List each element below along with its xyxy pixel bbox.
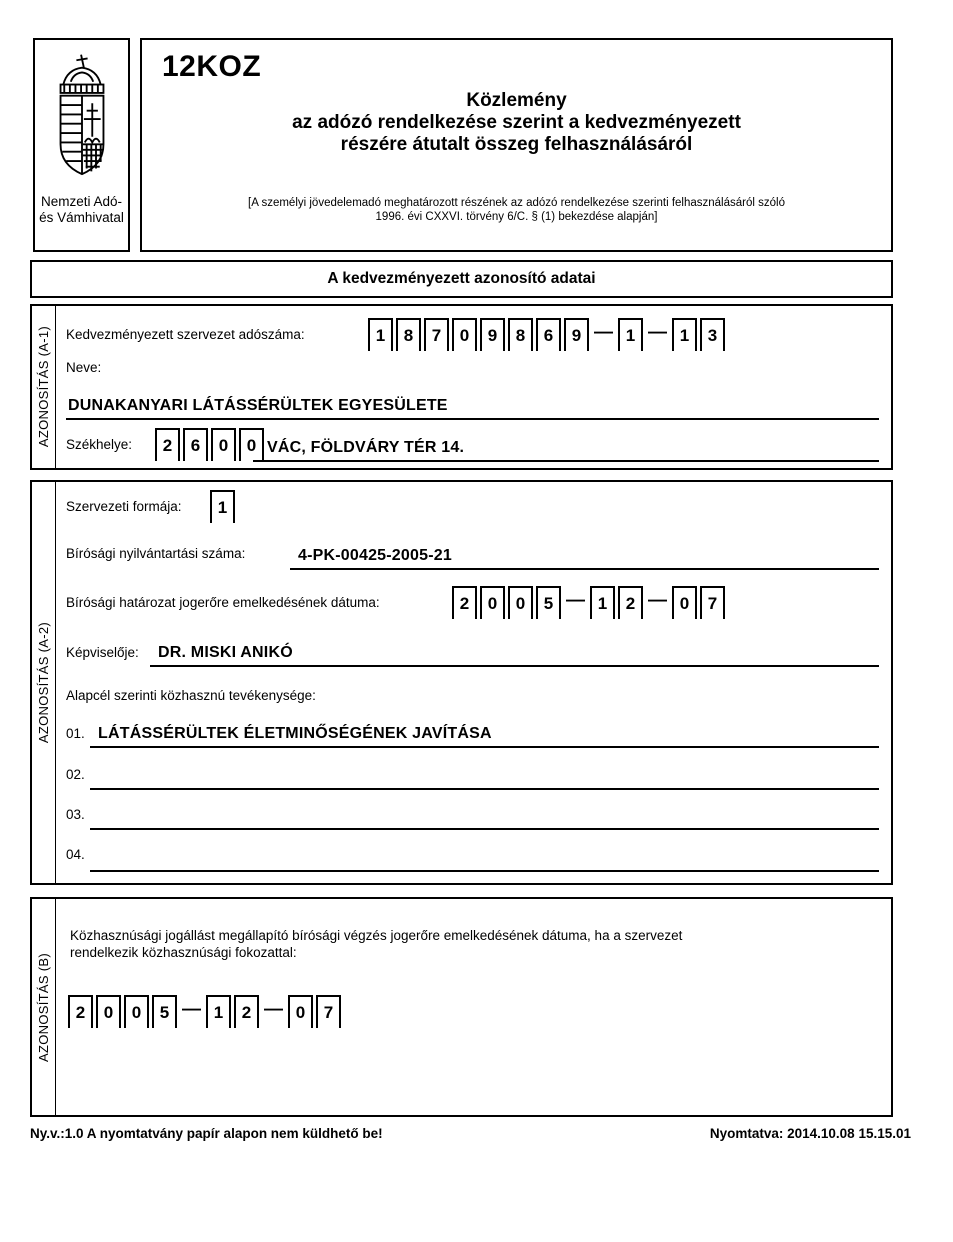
digit-cell: 1: [672, 318, 697, 351]
form-title: Közlemény az adózó rendelkezése szerint a kedvezményezett részére átutalt összeg felhasználásáról: [292, 90, 741, 155]
hungarian-coat-of-arms-icon: [40, 50, 124, 190]
digit-cell: 0: [452, 318, 477, 351]
activity-04-number: 04.: [66, 847, 85, 862]
form-title-box: [140, 38, 893, 252]
activity-01-value: LÁTÁSSÉRÜLTEK ÉLETMINŐSÉGÉNEK JAVÍTÁSA: [98, 725, 492, 742]
tax-number-field[interactable]: [368, 318, 728, 351]
seat-address-value: VÁC, FÖLDVÁRY TÉR 14.: [267, 439, 465, 456]
activity-01-field[interactable]: [90, 720, 879, 748]
digit-cell: 8: [508, 318, 533, 351]
activity-02-number: 02.: [66, 767, 85, 782]
section-a1-side-column: [32, 306, 56, 468]
digit-cell: 0: [96, 995, 121, 1028]
representative-label: Képviselője:: [66, 645, 139, 660]
digit-cell: 0: [288, 995, 313, 1028]
digit-cell: 1: [618, 318, 643, 351]
group-separator: —: [648, 590, 667, 611]
group-separator: —: [264, 999, 283, 1020]
digit-cell: 9: [564, 318, 589, 351]
digit-cell: 0: [672, 586, 697, 619]
section-b: [30, 897, 893, 1117]
section-a1-label: AZONOSÍTÁS (A-1): [36, 326, 51, 448]
seat-address-field[interactable]: [253, 428, 879, 462]
section-header: [30, 260, 893, 298]
activity-label: Alapcél szerinti közhasznú tevékenysége:: [66, 688, 316, 703]
section-header-title: A kedvezményezett azonosító adatai: [327, 270, 596, 287]
digit-cell: 8: [396, 318, 421, 351]
ruling-date-label: Bírósági határozat jogerőre emelkedésének dátuma:: [66, 595, 380, 610]
digit-cell: 1: [590, 586, 615, 619]
activity-04-field[interactable]: [90, 844, 879, 872]
activity-04-value: [90, 867, 98, 870]
activity-03-number: 03.: [66, 807, 85, 822]
registry-number-field[interactable]: [290, 540, 879, 570]
org-form-field[interactable]: [210, 490, 238, 523]
b-date-field[interactable]: [68, 995, 344, 1028]
section-a2-label: AZONOSÍTÁS (A-2): [36, 621, 51, 744]
digit-cell: 0: [480, 586, 505, 619]
seat-zip-field[interactable]: [155, 428, 267, 461]
digit-cell: 9: [480, 318, 505, 351]
agency-name: Nemzeti Adó- és Vámhivatal: [39, 194, 124, 225]
tax-number-label: Kedvezményezett szervezet adószáma:: [66, 327, 305, 342]
activity-01-number: 01.: [66, 726, 85, 741]
representative-field[interactable]: [150, 637, 879, 667]
digit-cell: 0: [508, 586, 533, 619]
registry-number-label: Bírósági nyilvántartási száma:: [66, 546, 246, 561]
ruling-date-field[interactable]: [452, 586, 728, 619]
registry-number-value: 4-PK-00425-2005-21: [298, 547, 452, 564]
digit-cell: 1: [368, 318, 393, 351]
agency-logo-box: [33, 38, 130, 252]
section-a2: [30, 480, 893, 885]
group-separator: —: [648, 322, 667, 343]
digit-cell: 1: [210, 490, 235, 523]
group-separator: —: [594, 322, 613, 343]
group-separator: —: [566, 590, 585, 611]
representative-value: DR. MISKI ANIKÓ: [158, 644, 293, 661]
digit-cell: 0: [239, 428, 264, 461]
section-a1: [30, 304, 893, 470]
activity-03-field[interactable]: [90, 802, 879, 830]
footer-printed-timestamp: Nyomtatva: 2014.10.08 15.15.01: [709, 1126, 911, 1141]
section-b-label: AZONOSÍTÁS (B): [36, 952, 51, 1062]
name-value: DUNAKANYARI LÁTÁSSÉRÜLTEK EGYESÜLETE: [68, 397, 448, 414]
digit-cell: 0: [211, 428, 236, 461]
org-form-label: Szervezeti formája:: [66, 499, 182, 514]
digit-cell: 7: [316, 995, 341, 1028]
activity-02-value: [90, 785, 98, 788]
digit-cell: 6: [183, 428, 208, 461]
activity-03-value: [90, 825, 98, 828]
name-field[interactable]: [66, 390, 879, 420]
b-date-label: Közhasznúsági jogállást megállapító bírósági végzés jogerőre emelkedésének dátuma, ha a szervezet rendelkezik közhasznúsági fokozattal:: [70, 928, 683, 960]
digit-cell: 6: [536, 318, 561, 351]
digit-cell: 1: [206, 995, 231, 1028]
digit-cell: 2: [452, 586, 477, 619]
digit-cell: 2: [234, 995, 259, 1028]
section-b-side-column: [32, 899, 56, 1115]
legal-reference: [A személyi jövedelemadó meghatározott részének az adózó rendelkezése szerinti felhasználásáról szóló 1996. évi CXXVI. törvény 6/C. § (1) bekezdése alapján]: [248, 197, 785, 223]
digit-cell: 2: [155, 428, 180, 461]
digit-cell: 0: [124, 995, 149, 1028]
seat-label: Székhelye:: [66, 437, 133, 452]
footer-version-note: Ny.v.:1.0 A nyomtatvány papír alapon nem küldhető be!: [30, 1126, 383, 1141]
group-separator: —: [182, 999, 201, 1020]
section-a2-side-column: [32, 482, 56, 883]
digit-cell: 2: [68, 995, 93, 1028]
digit-cell: 2: [618, 586, 643, 619]
digit-cell: 7: [700, 586, 725, 619]
page-footer: [30, 1126, 911, 1141]
digit-cell: 5: [536, 586, 561, 619]
form-code: 12KOZ: [162, 50, 262, 83]
name-label: Neve:: [66, 360, 102, 375]
digit-cell: 7: [424, 318, 449, 351]
digit-cell: 3: [700, 318, 725, 351]
activity-02-field[interactable]: [90, 762, 879, 790]
digit-cell: 5: [152, 995, 177, 1028]
